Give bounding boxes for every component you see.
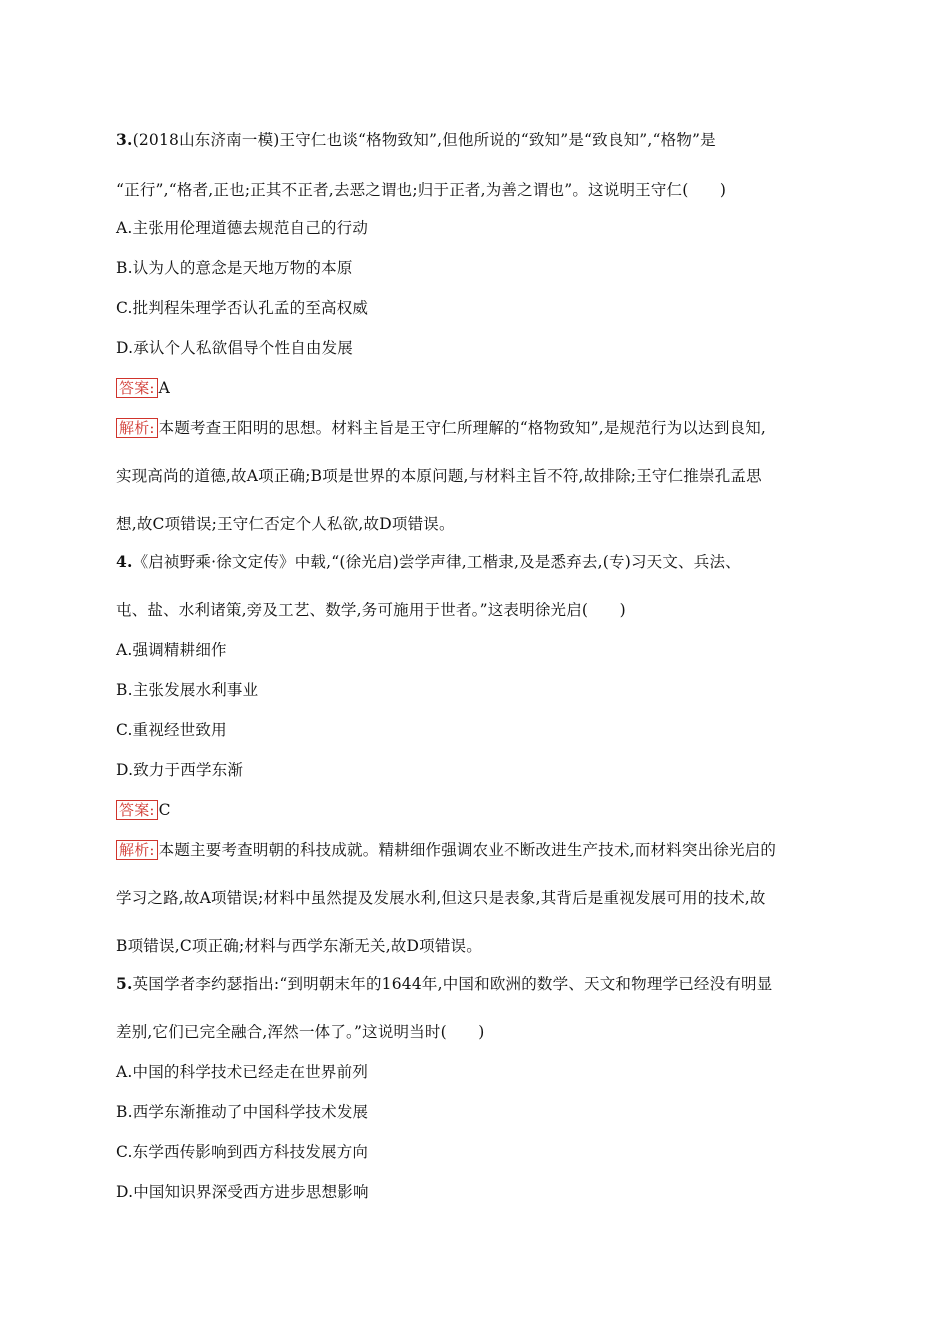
analysis-line: B项错误,C项正确;材料与西学东渐无关,故D项错误。 <box>116 937 482 955</box>
question-number: 3. <box>116 130 133 149</box>
option-d: D.承认个人私欲倡导个性自由发展 <box>116 339 354 357</box>
analysis-line: 学习之路,故A项错误;材料中虽然提及发展水利,但这只是表象,其背后是重视发展可用的技术,故 <box>116 889 766 907</box>
question-5-stem-continued: 差别,它们已完全融合,浑然一体了。”这说明当时( ) <box>116 1023 485 1041</box>
stem-text: 《启祯野乘·徐文定传》中载,“(徐光启)尝学声律,工楷隶,及是悉弃去,(专)习天文、兵法、 <box>132 553 741 571</box>
option-d: D.中国知识界深受西方进步思想影响 <box>116 1183 369 1201</box>
question-3-stem-continued: “正行”,“格者,正也;正其不正者,去恶之谓也;归于正者,为善之谓也”。这说明王守仁( ) <box>116 181 727 199</box>
option-a: A.主张用伦理道德去规范自己的行动 <box>116 219 369 237</box>
stem-text: (2018山东济南一模)王守仁也谈“格物致知”,但他所说的“致知”是“致良知”,“格物”是 <box>132 131 716 149</box>
option-b: B.主张发展水利事业 <box>116 681 259 699</box>
analysis-line: 实现高尚的道德,故A项正确;B项是世界的本原问题,与材料主旨不符,故排除;王守仁推崇孔孟思 <box>116 467 762 485</box>
option-b: B.认为人的意念是天地万物的本原 <box>116 259 353 277</box>
answer-value: C <box>158 801 171 819</box>
question-number: 4. <box>116 552 133 571</box>
analysis-label: 解析: <box>116 418 158 438</box>
option-a: A.强调精耕细作 <box>116 641 227 659</box>
option-b: B.西学东渐推动了中国科学技术发展 <box>116 1103 369 1121</box>
answer-label: 答案: <box>116 378 158 398</box>
question-5-stem <box>116 973 772 995</box>
analysis-text: 本题主要考查明朝的科技成就。精耕细作强调农业不断改进生产技术,而材料突出徐光启的 <box>158 841 777 859</box>
question-4-stem-continued: 屯、盐、水利诸策,旁及工艺、数学,务可施用于世者。”这表明徐光启( ) <box>116 601 626 619</box>
option-c: C.批判程朱理学否认孔孟的至高权威 <box>116 299 369 317</box>
option-c: C.重视经世致用 <box>116 721 227 739</box>
analysis-text: 本题考查王阳明的思想。材料主旨是王守仁所理解的“格物致知”,是规范行为以达到良知, <box>158 419 767 437</box>
question-3-stem <box>116 129 716 151</box>
answer-line <box>116 799 171 821</box>
analysis-line: 想,故C项错误;王守仁否定个人私欲,故D项错误。 <box>116 515 455 533</box>
option-c: C.东学西传影响到西方科技发展方向 <box>116 1143 369 1161</box>
option-d: D.致力于西学东渐 <box>116 761 244 779</box>
question-number: 5. <box>116 974 133 993</box>
option-a: A.中国的科学技术已经走在世界前列 <box>116 1063 369 1081</box>
analysis-label: 解析: <box>116 840 158 860</box>
analysis-line <box>116 839 776 861</box>
question-4-stem <box>116 551 741 573</box>
stem-text: 英国学者李约瑟指出:“到明朝末年的1644年,中国和欧洲的数学、天文和物理学已经没有明显 <box>132 975 773 993</box>
analysis-line <box>116 417 766 439</box>
answer-label: 答案: <box>116 800 158 820</box>
answer-line <box>116 377 170 399</box>
answer-value: A <box>158 379 171 397</box>
